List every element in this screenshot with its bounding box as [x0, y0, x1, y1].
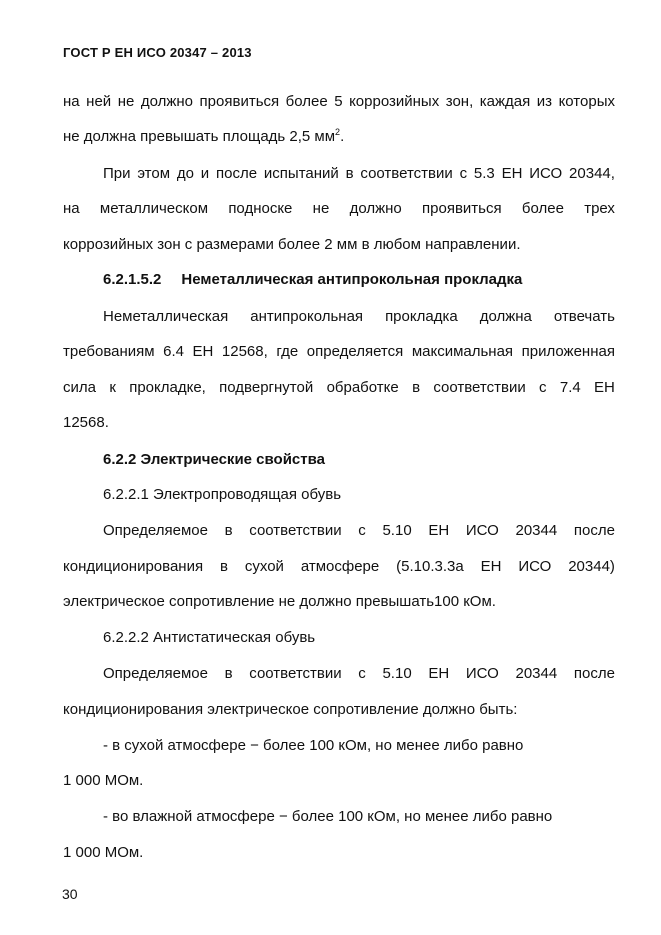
- word: соответствии: [433, 379, 526, 396]
- word: подноске: [228, 200, 293, 217]
- page-number: 30: [62, 886, 78, 902]
- word: ЕН: [594, 379, 615, 396]
- word: 12568,: [221, 343, 268, 360]
- word: ЕН: [428, 665, 450, 682]
- word: трех: [584, 200, 615, 217]
- word: ЕН: [501, 165, 523, 182]
- word: При: [103, 165, 131, 182]
- word: подвергнутой: [219, 379, 314, 396]
- paragraph-line: коррозийных зон с размерами более 2 мм в любом направлении.: [63, 236, 521, 253]
- word: 5.3: [473, 165, 495, 182]
- word: обработке: [326, 379, 399, 396]
- word: проявиться: [422, 200, 502, 217]
- word: зон,: [445, 93, 474, 110]
- word: Определяемое: [103, 665, 208, 682]
- word: на: [63, 200, 80, 217]
- word: из: [536, 93, 553, 110]
- word: которых: [558, 93, 615, 110]
- paragraph-line: [63, 557, 615, 577]
- word: более: [285, 93, 328, 110]
- word: кондиционирования: [63, 558, 204, 575]
- word: где: [276, 343, 299, 360]
- word: должно: [349, 200, 402, 217]
- paragraph-line: 12568.: [63, 414, 109, 431]
- word: требованиям: [63, 343, 155, 360]
- word: 20344): [568, 558, 615, 575]
- word: в: [224, 522, 233, 539]
- word: прокладке,: [129, 379, 206, 396]
- word: ней: [86, 93, 112, 110]
- word: не: [312, 200, 330, 217]
- list-item-continuation: 1 000 МОм.: [63, 772, 144, 789]
- word: прокладка: [385, 308, 458, 325]
- word: сухой: [244, 558, 284, 575]
- word: (5.10.3.3а: [396, 558, 464, 575]
- word: должна: [479, 308, 532, 325]
- word: ЕН: [192, 343, 214, 360]
- word: с: [358, 665, 366, 682]
- word: в: [345, 165, 354, 182]
- word: металлическом: [99, 200, 209, 217]
- word: этом: [137, 165, 171, 182]
- word: определяется: [306, 343, 404, 360]
- paragraph-line: [63, 127, 615, 147]
- word: проявиться: [199, 93, 280, 110]
- superscript: 2: [335, 127, 341, 137]
- word: на: [63, 93, 80, 110]
- word: ИСО: [465, 665, 499, 682]
- word: с: [358, 522, 366, 539]
- word: 7.4: [559, 379, 581, 396]
- paragraph-line: [63, 378, 615, 398]
- word: максимальная: [411, 343, 514, 360]
- paragraph-line: [103, 164, 615, 184]
- section-heading-6-2-2: 6.2.2 Электрические свойства: [103, 451, 325, 468]
- paragraph-line: [103, 521, 615, 541]
- section-heading-6-2-2-2: 6.2.2.2 Антистатическая обувь: [103, 629, 316, 646]
- word: антипрокольная: [250, 308, 364, 325]
- word: после: [216, 165, 258, 182]
- word: 5.10: [382, 665, 412, 682]
- word: в: [224, 665, 233, 682]
- word: ЕН: [428, 522, 450, 539]
- word: 5: [334, 93, 343, 110]
- line-end: .: [340, 128, 345, 145]
- word: ЕН: [480, 558, 502, 575]
- word: к: [109, 379, 116, 396]
- word: атмосфере: [300, 558, 380, 575]
- word: в: [219, 558, 228, 575]
- word: приложенная: [521, 343, 615, 360]
- document-header: ГОСТ Р ЕН ИСО 20347 – 2013: [63, 45, 252, 60]
- word: после: [573, 522, 615, 539]
- list-item: - во влажной атмосфере − более 100 кОм, но менее либо равно: [103, 808, 553, 825]
- word: в: [412, 379, 421, 396]
- word: и: [200, 165, 210, 182]
- paragraph-line: [63, 92, 615, 112]
- word: 5.10: [382, 522, 412, 539]
- word: с: [539, 379, 547, 396]
- word: 20344,: [569, 165, 615, 182]
- section-number: 6.2.1.5.2: [103, 271, 162, 288]
- word: 20344: [515, 665, 558, 682]
- word: ИСО: [518, 558, 552, 575]
- word: 20344: [515, 522, 558, 539]
- section-heading-6-2-1-5-2: [103, 270, 615, 290]
- list-item-continuation: 1 000 МОм.: [63, 844, 144, 861]
- word: с: [459, 165, 468, 182]
- word: каждая: [479, 93, 531, 110]
- word: более: [521, 200, 564, 217]
- paragraph-line: [63, 199, 615, 219]
- word: после: [573, 665, 615, 682]
- paragraph-line: [103, 307, 615, 327]
- paragraph-line: электрическое сопротивление не должно превышать100 кОм.: [63, 593, 496, 610]
- word: ИСО: [529, 165, 563, 182]
- word: Неметаллическая: [103, 308, 229, 325]
- section-title: Неметаллическая антипрокольная прокладка: [181, 271, 523, 288]
- word: должно: [140, 93, 194, 110]
- paragraph-line: [63, 342, 615, 362]
- word: ИСО: [465, 522, 499, 539]
- word: 6.4: [163, 343, 184, 360]
- word: соответствии: [249, 522, 342, 539]
- line-text: не должна превышать площадь 2,5 мм: [63, 128, 336, 145]
- word: Определяемое: [103, 522, 208, 539]
- paragraph-line: [103, 664, 615, 684]
- word: не: [117, 93, 135, 110]
- word: до: [176, 165, 194, 182]
- word: соответствии: [249, 665, 342, 682]
- word: соответствии: [360, 165, 453, 182]
- word: сила: [63, 379, 96, 396]
- word: коррозийных: [349, 93, 440, 110]
- section-heading-6-2-2-1: 6.2.2.1 Электропроводящая обувь: [103, 486, 342, 503]
- word: отвечать: [553, 308, 615, 325]
- list-item: - в сухой атмосфере − более 100 кОм, но менее либо равно: [103, 737, 524, 754]
- word: испытаний: [263, 165, 339, 182]
- paragraph-line: кондиционирования электрическое сопротивление должно быть:: [63, 701, 518, 718]
